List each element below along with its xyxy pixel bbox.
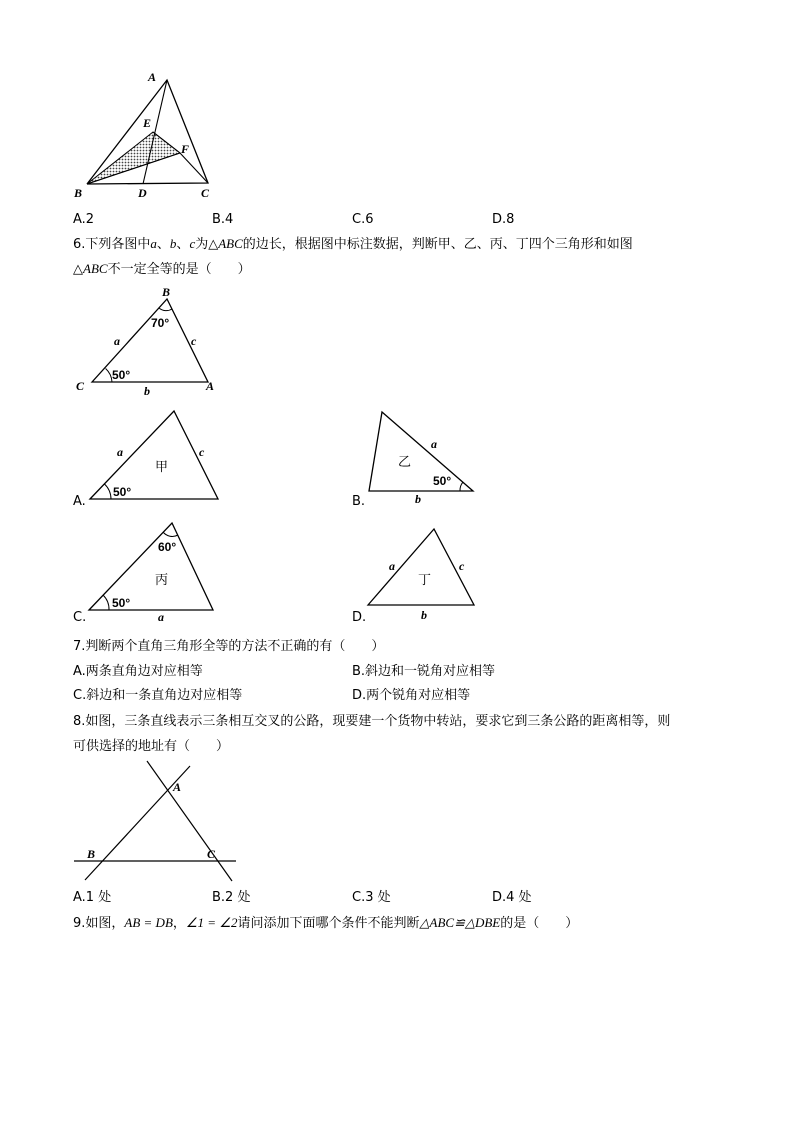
q6-stem-rest: 的边长，根据图中标注数据，判断甲、乙、丙、丁四个三角形和如图 bbox=[242, 237, 633, 252]
q8-figure bbox=[70, 758, 240, 886]
q6-figure-bing bbox=[85, 518, 225, 626]
label-c-roads: C bbox=[207, 847, 216, 861]
q6-for-text: 为 bbox=[195, 237, 209, 252]
q6-stem-prefix: 6.下列各图中 bbox=[73, 237, 151, 252]
name-yi: 乙 bbox=[398, 455, 412, 470]
q8-option-d[interactable]: D.4 处 bbox=[492, 890, 532, 905]
q6-abc: ABC bbox=[218, 236, 243, 251]
q6-figure-yi bbox=[362, 405, 480, 505]
q8-option-c[interactable]: C.3 处 bbox=[352, 890, 391, 905]
q9-comma: ， bbox=[172, 916, 186, 931]
q8-option-b[interactable]: B.2 处 bbox=[212, 890, 251, 905]
side-a-main: a bbox=[114, 334, 120, 348]
q9-prefix: 9.如图， bbox=[73, 916, 125, 931]
q5-figure bbox=[70, 65, 230, 205]
label-c-main: C bbox=[76, 379, 85, 393]
q6-var-c: c bbox=[189, 236, 196, 251]
q8-stem-line1: 8.如图，三条直线表示三条相互交叉的公路，现要建一个货物中转站，要求它到三条公路的距离相等，则 bbox=[73, 714, 671, 729]
side-b-yi: b bbox=[415, 492, 421, 505]
q7-option-a[interactable]: A.两条直角边对应相等 bbox=[73, 664, 203, 679]
label-d: D bbox=[138, 186, 147, 200]
q6-option-c[interactable]: C. bbox=[73, 610, 87, 625]
triangle-abc bbox=[87, 80, 208, 184]
q8-option-a[interactable]: A.1 处 bbox=[73, 890, 112, 905]
q9-congruence: △ABC≌△DBE bbox=[419, 915, 501, 930]
q7-option-c[interactable]: C.斜边和一条直角边对应相等 bbox=[73, 688, 243, 703]
angle-label-yi: 50° bbox=[433, 474, 452, 488]
q6-stem-line2-rest: 不一定全等的是（ ） bbox=[107, 262, 251, 277]
label-b-roads: B bbox=[87, 847, 96, 861]
angle-label-c: 50° bbox=[112, 368, 131, 382]
label-a-main: A bbox=[206, 379, 215, 393]
angle-arc-yi bbox=[460, 482, 463, 491]
side-a-yi: a bbox=[431, 437, 437, 451]
q6-option-b[interactable]: B. bbox=[352, 494, 366, 509]
q5-option-d[interactable]: D.8 bbox=[492, 212, 515, 227]
road-right bbox=[147, 761, 232, 881]
label-a: A bbox=[148, 70, 157, 84]
side-b-ding: b bbox=[421, 608, 427, 622]
q9-eq-ab-db: AB = DB bbox=[124, 915, 173, 930]
q6-var-b: b bbox=[169, 236, 177, 251]
name-ding: 丁 bbox=[418, 573, 432, 588]
q6-sep-1: 、 bbox=[156, 237, 170, 252]
side-c-main: c bbox=[191, 334, 197, 348]
angle-label-jia: 50° bbox=[113, 485, 132, 499]
q8-stem-line2: 可供选择的地址有（ ） bbox=[73, 739, 230, 754]
q6-option-a[interactable]: A. bbox=[73, 494, 86, 509]
label-c: C bbox=[201, 186, 210, 200]
q9-suffix: 的是（ ） bbox=[500, 916, 579, 931]
angle-arc-bing-left bbox=[103, 595, 109, 610]
q7-option-b[interactable]: B.斜边和一锐角对应相等 bbox=[352, 664, 496, 679]
q7-option-d[interactable]: D.两个锐角对应相等 bbox=[352, 688, 471, 703]
q6-triangle-symbol-2: △ bbox=[73, 262, 83, 277]
q5-option-b[interactable]: B.4 bbox=[212, 212, 234, 227]
q6-var-a: a bbox=[150, 236, 157, 251]
segment-fc bbox=[180, 153, 208, 183]
q5-option-c[interactable]: C.6 bbox=[352, 212, 374, 227]
q6-figure-jia bbox=[85, 405, 225, 505]
q7-stem: 7.判断两个直角三角形全等的方法不正确的有（ ） bbox=[73, 639, 385, 654]
label-e: E bbox=[143, 116, 152, 130]
angle-label-bing-top: 60° bbox=[158, 540, 177, 554]
angle-label-bing-left: 50° bbox=[112, 596, 131, 610]
q6-stem-line1 bbox=[73, 236, 633, 253]
side-a-jia: a bbox=[117, 445, 123, 459]
side-c-ding: c bbox=[459, 559, 465, 573]
q9-mid: 请问添加下面哪个条件不能判断 bbox=[237, 916, 420, 931]
side-b-main: b bbox=[144, 384, 150, 398]
angle-arc-jia bbox=[105, 484, 112, 499]
q5-option-a[interactable]: A.2 bbox=[73, 212, 95, 227]
q6-sep-2: 、 bbox=[176, 237, 190, 252]
q6-main-figure bbox=[70, 282, 230, 400]
angle-arc-b bbox=[159, 308, 172, 311]
angle-label-b: 70° bbox=[151, 316, 170, 330]
q6-stem-line2 bbox=[73, 261, 251, 278]
triangle-yi bbox=[369, 412, 473, 491]
q6-option-d[interactable]: D. bbox=[352, 610, 367, 625]
label-a-roads: A bbox=[173, 780, 182, 794]
q6-triangle-symbol: △ bbox=[208, 237, 219, 252]
triangle-bing bbox=[89, 523, 213, 610]
q6-abc-2: ABC bbox=[83, 261, 108, 276]
q9-stem bbox=[73, 915, 578, 932]
name-jia: 甲 bbox=[155, 460, 169, 475]
name-bing: 丙 bbox=[155, 573, 169, 588]
label-b-main: B bbox=[162, 285, 171, 299]
q6-figure-ding bbox=[362, 525, 480, 625]
angle-arc-bing-top bbox=[163, 532, 178, 536]
side-a-ding: a bbox=[389, 559, 395, 573]
side-c-jia: c bbox=[199, 445, 205, 459]
label-b: B bbox=[74, 186, 83, 200]
label-f: F bbox=[181, 142, 190, 156]
side-a-bing: a bbox=[158, 610, 164, 624]
q9-eq-angles: ∠1 = ∠2 bbox=[185, 915, 238, 930]
